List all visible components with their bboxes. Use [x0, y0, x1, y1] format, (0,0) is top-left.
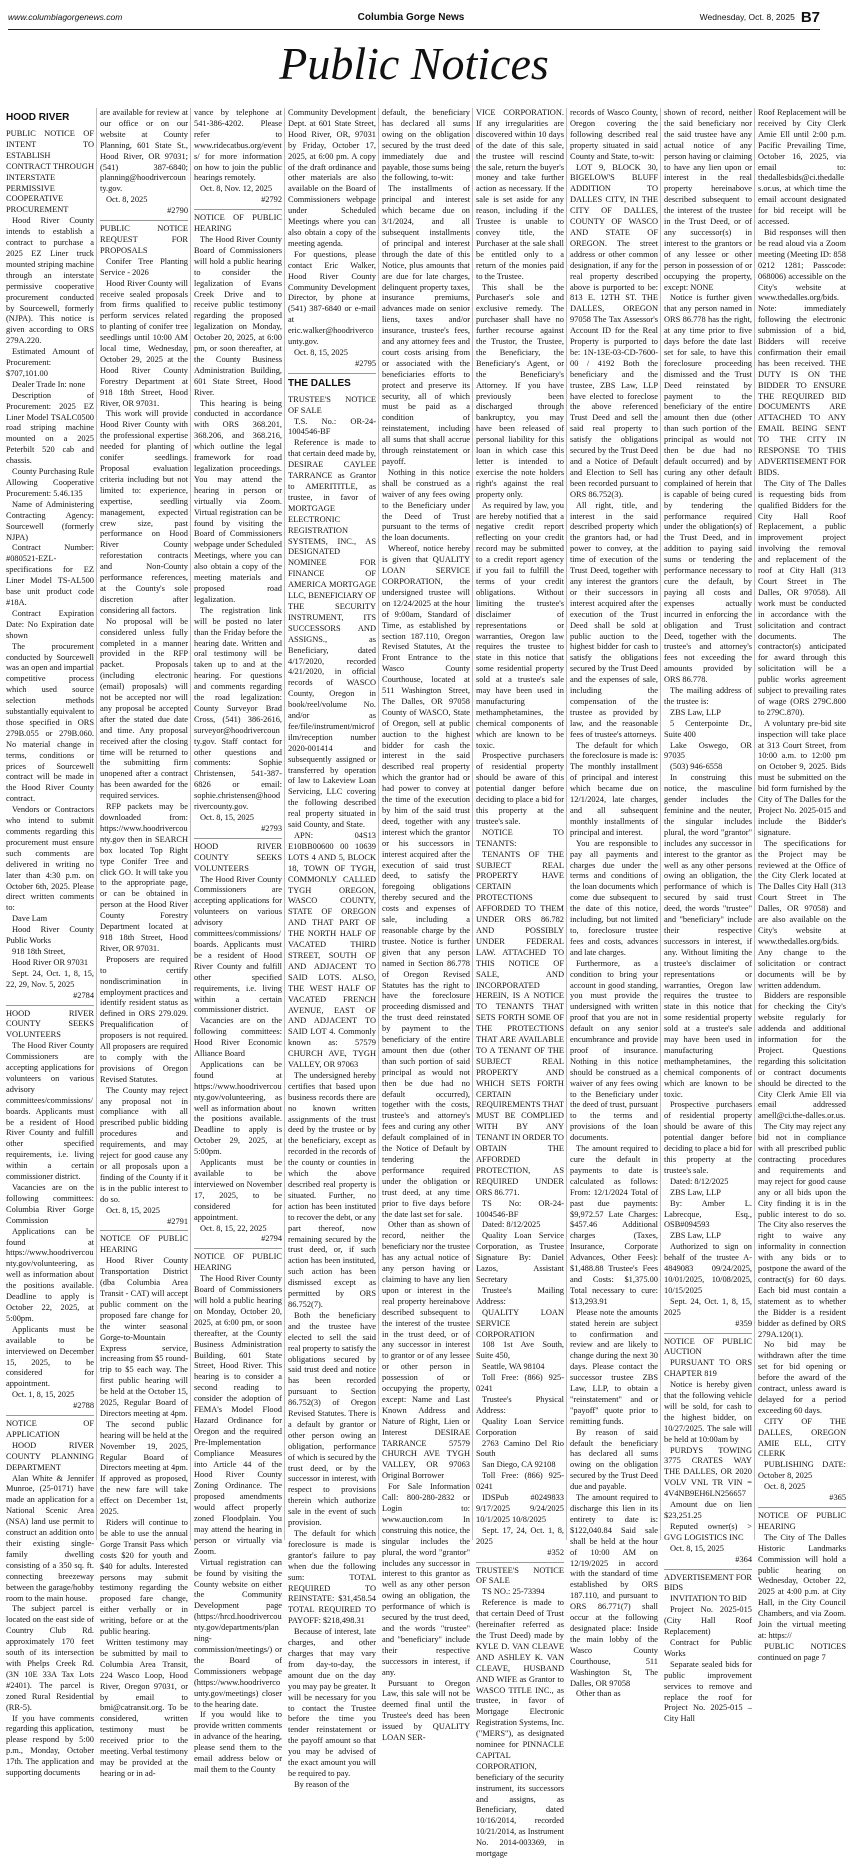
- notice-text: Oct. 8, Nov. 12, 2025: [200, 184, 273, 194]
- notice-text: The County may reject any proposal not in compliance with all prescribed public bidding procedures and requirements, and may reject for good cause any or all proposals upon a finding of the County if it is in the public interest to do so.: [100, 1085, 188, 1204]
- notice-text: Alan White & Jennifer Munroe, (25-0171) have made an application for a National Scenic Area (NSA) land use permit to construct an addition onto their existing single-family dwelling consisting of a 350 sq. ft. connecting breezeway between the garage/hobby room to the main house.: [6, 1473, 94, 1603]
- notice-text: INVITATION TO BID: [670, 1594, 747, 1604]
- notice-text: VICE CORPORATION. If any irregularities are discovered within 10 days of the date of this sale, the trustee will rescind the sale, return the buyer's money and take further action as necessary. If the sale is set aside for any reason, including if the Trustee is unable to convey title, the Purchaser at the sale shall be entitled only to a return of the monies paid to the Trustee.: [476, 108, 564, 281]
- site-url[interactable]: www.columbiagorgenews.com: [8, 12, 123, 22]
- notice-text: Community Development Dept. at 601 State Street, Hood River, OR, 97031 by Friday, October 17, 2025, at 6:00 pm. A copy of the draft ordinance and other materials are also available on the Board of Commissioners webpage under Scheduled Meetings where you can also obtain a copy of the meeting agenda.: [288, 108, 376, 248]
- notice-text: Toll Free: (866) 925-0241: [476, 1471, 564, 1492]
- notice-text: Applicants must be available to be interviewed on November 17, 2025, to be considered for appointment.: [194, 1158, 282, 1222]
- notice-text: Bidders are responsible for checking the City's website regularly for addenda and additional information for the Project. Questions regarding this solicitation or contract documents should be directed to the City Clerk Amie Ell via email addressed amell@ci.the-dalles.or.us.: [758, 991, 846, 1121]
- notice-text: NOTICE TO TENANTS:: [476, 827, 564, 848]
- notice-text: TS NO.: 25-73394: [482, 1587, 545, 1597]
- notice-text: The undersigned hereby certifies that based upon business records there are no known written assignments of the trust deed by the trustee or by the beneficiary, except as recorded in the records of the county or counties in which the above described real property is situated. Further, no action has been instituted to recover the debt, or any part thereof, now remaining secured by the trust deed, or, if such action has been instituted, such action has been dismissed except as permitted by ORS 86.752(7).: [288, 1070, 376, 1309]
- notice-text: PUBLIC NOTICE REQUEST FOR PROPOSALS: [100, 224, 188, 255]
- notice-text: Prospective purchasers of residential property should be aware of this potential danger before deciding to place a bid for this property at the trustee's sale.: [664, 1100, 752, 1175]
- notice-text: APN: 04S13 E10BB00600 00 10639 LOTS 4 AND 5, BLOCK 18, TOWN OF TYGH, COMMONLY CALLED TYGH OREGON, WASCO COUNTY, STATE OF OREGON AND THAT PART OF THE NORTH HALF OF VACATED THIRD STREET, SOUTH OF AND ADJACENT TO SAID LOTS. ALSO, THE WEST HALF OF VACATED FRENCH AVENUE, EAST OF AND ADJACENT TO SAID LOT 4. Commonly known as: 57579 CHURCH AVE, TYGH VALLEY, OR 97063: [288, 831, 376, 1070]
- section-heading: THE DALLES: [288, 377, 351, 389]
- notice-text: County Purchasing Rule Allowing Cooperative Procurement: 5.46.135: [6, 467, 94, 498]
- notice-text: TENANTS OF THE SUBJECT REAL PROPERTY HAVE CERTAIN PROTECTIONS AFFORDED TO THEM UNDER ORS 86.782 AND POSSIBLY UNDER FEDERAL LAW. ATTACHED TO THIS NOTICE OF SALE, AND INCORPORATED HEREIN, IS A NOTICE TO TENANTS THAT SETS FORTH SOME OF THE PROTECTIONS THAT ARE AVAILABLE TO A TENANT OF THE SUBJECT REAL PROPERTY AND WHICH SETS FORTH CERTAIN REQUIREMENTS THAT MUST BE COMPLIED WITH BY ANY TENANT IN ORDER TO OBTAIN THE AFFORDED PROTECTION, AS REQUIRED UNDER ORS 86.771.: [476, 849, 565, 1197]
- notice-text: No bid may be withdrawn after the time set for bid opening or before the award of the contract, unless award is delayed for a period exceeding 60 days.: [758, 1340, 846, 1415]
- notice-divider: [288, 373, 376, 374]
- notice-text: Oct. 8, 15, 22, 2025: [200, 1223, 267, 1233]
- notice-text: RFP packets may be downloaded from: https://www.hoodrivercounty.gov then in SEARCH box located Top Right type Conifer Tree and click GO. It will take you to the appropriate page, or can be obtained in person at the Hood River County Forestry Department located at 918 18th Street, Hood River, OR 97031.: [100, 802, 188, 953]
- notice-text: ZBS Law, LLP: [670, 1231, 721, 1241]
- notice-text: The specifications for the Project may be reviewed at the Office of the City Clerk located at The Dalles City Hall (313 Court Street in The Dalles, OR 97058) and are also available on the City's website at www.thedalles.org/bids. Any change to the solicitation or contract documents will be by written addendum.: [758, 838, 846, 990]
- notice-column-6: [476, 108, 567, 1859]
- notice-text: No proposal will be considered unless fully completed in a manner provided in the RFP packet. Proposals (including electronic (email) proposals) will not be accepted nor will any proposal be accepted after the stated due date and time. Any proposal received after the closing time will be returned to the submitting firm unopened after a contract has been awarded for the required services.: [100, 616, 188, 801]
- notice-text: NOTICE OF PUBLIC HEARING: [758, 1511, 846, 1531]
- notice-text: Oct. 8, 15, 2025: [670, 1543, 724, 1553]
- notice-divider: [194, 209, 282, 210]
- notice-text: PURDYS TOWING 3775 CRATES WAY THE DALLES, OR 2020 VOLV VNL TR VIN = 4V4NB9EH6LN256657: [664, 1445, 752, 1499]
- notice-text: Dave Lam: [12, 914, 48, 924]
- notice-text: 108 1st Ave South, Suite 450,: [476, 1340, 564, 1361]
- notice-divider: [476, 1562, 564, 1563]
- notice-number: #365: [829, 1493, 846, 1503]
- notice-text: The registration link will be posted no later than the Friday before the hearing date. Written and oral testimony will be taken up to and at the hearing. For questions and comments regarding the road legalization: County Surveyor Brad Cross, (541) 386-2616, surveyor@hoodrivercounty.gov. Staff contact for other questions and comments: Sophie Christensen, 541-387-6826 or email: sophie.christensen@hoodrivercounty.gov.: [194, 605, 282, 812]
- notice-text: Quality Loan Service Corporation: [476, 1416, 564, 1437]
- notice-text: Roof Replacement will be received by City Clerk Amie Ell until 2:00 p.m. Pacific Prevailing Time, October 16, 2025, via email to: thedallesbids@ci.thedalles.or.us, at which time the email account designated for bid receipt will be accessed.: [758, 108, 846, 227]
- notice-text: Hood River County Transportation District (dba Columbia Area Transit - CAT) will accept public comment on the proposed fare change for the winter seasonal Gorge-to-Mountain Express service, increasing from $5 round-trip to $5 each way. The first public hearing will be held at the October 15, 2025, Regular Board of Directors meeting at 4pm.: [100, 1256, 188, 1418]
- notice-text: The default for which foreclosure is made is grantor's failure to pay when due the following sum: TOTAL REQUIRED TO REINSTATE: $31,458.54 TOTAL REQUIRED TO PAYOFF: $218,498.31: [288, 1529, 376, 1626]
- notice-text: Because of interest, late charges, and other charges that may vary from day-to-day, the amount due on the day you may pay be greater. It will be necessary for you to contact the Trustee before the time you tender reinstatement or the payoff amount so that you may be advised of the exact amount you will be required to pay.: [288, 1627, 376, 1778]
- notice-text: Oct. 8, 15, 2025: [200, 813, 254, 822]
- notice-text: Written testimony may be submitted by mail to Columbia Area Transit, 224 Wasco Loop, Hood River, Oregon 97031, or by email to bmi@catransit.org. To be considered, written testimony must be received prior to the meeting. Verbal testimony may be provided at the hearing or in ad-: [100, 1637, 188, 1778]
- notice-number: #364: [735, 1554, 752, 1564]
- notice-divider: [6, 1415, 94, 1416]
- notice-text: ZBS Law, LLP: [670, 1187, 721, 1197]
- notice-text: HOOD RIVER COUNTY SEEKS VOLUNTEERS: [194, 841, 282, 873]
- notice-text: Sept. 17, 24, Oct. 1, 8, 2025: [476, 1525, 564, 1546]
- notice-divider: [6, 1005, 94, 1006]
- notice-column-5: [382, 108, 473, 1743]
- notice-text: NOTICE OF PUBLIC HEARING: [100, 1234, 188, 1255]
- notice-text: Please note the amounts stated herein are subject to confirmation and review and are likely to change during the next 30 days. Please contact the successor trustee ZBS Law, LLP, to obtain a "reinstatement" and or "payoff" quote prior to remitting funds.: [570, 1307, 658, 1426]
- notice-text: For Sale Information Call: 800-280-2832 or Login to: www.auction.com In construing this notice, the singular includes the plural, the word "grantor" includes any successor in interest to this grantor as well as any other person owing an obligation, the performance of which is secured by the trust deed, and the words "trustee" and "beneficiary" include their respective successors in interest, if any.: [382, 1482, 470, 1677]
- notice-text: The Hood River County Commissioners are accepting applications for volunteers on various advisory committees/commissions/boards. Applicants must be a resident of Hood River County and fulfill other specified requirements, i.e. living within a certain commissioner district.: [6, 1041, 94, 1182]
- notice-text: NOTICE OF PUBLIC AUCTION: [664, 1336, 752, 1357]
- newspaper-name: Columbia Gorge News: [357, 11, 465, 23]
- notice-text: For questions, please contact Eric Walker, Hood River County Community Development Director, by phone at (541) 387-6840 or e-mail at eric.walker@hoodrivercounty.gov.: [288, 249, 376, 347]
- notice-column-8: [664, 108, 755, 1724]
- notice-text: TRUSTEE'S NOTICE OF SALE: [476, 1565, 564, 1586]
- notice-text: San Diego, CA 92108: [482, 1460, 556, 1470]
- notice-text: Oct. 8, 2025: [764, 1482, 806, 1492]
- notice-text: Seattle, WA 98104: [482, 1362, 545, 1372]
- notice-text: Separate sealed bids for public improvement services to remove and replace the roof for Project No. 2025-015 – City Hall: [664, 1659, 752, 1724]
- notice-number: #2794: [261, 1234, 282, 1244]
- header-right: [700, 9, 820, 26]
- page-number: B7: [800, 8, 820, 26]
- notice-number: #2793: [261, 823, 282, 833]
- notice-number: #2788: [73, 1401, 94, 1411]
- notice-text: Both the beneficiary and the trustee have elected to sell the said real property to satisfy the obligations secured by said trust deed and notice has been recorded pursuant to Section 86.752(3) of Oregon Revised Statutes. There is a default by grantor or other person owing an obligation, performance of which is secured by the trust deed, or by the successor in interest, with respect to provisions therein which authorize sale in the event of such provision.: [288, 1310, 376, 1528]
- notice-text: The Hood River County Board of Commissioners will hold a public hearing on Monday, October 20, 2025, at 6:00 pm, or soon thereafter, at the County Business Administration Building, 601 State Street, Hood River. This hearing is to consider a second reading to consider the adoption of FEMA's Model Flood Hazard Ordinance for Oregon and the required Pre-Implementation Compliance Measures into Article 44 of the Hood River County Zoning Ordinance. The proposed amendments would affect properly zoned Floodplain. You may attend the hearing in person or virtually via Zoom.: [194, 1274, 282, 1556]
- notice-text: Dated: 8/12/2025: [482, 1220, 541, 1230]
- issue-date: Wednesday, Oct. 8, 2025: [699, 12, 795, 22]
- notice-text: Hood River County intends to establish a contract to purchase a 2025 EZ Liner truck mounted striping machine through an interstate permissive cooperative procurement conducted by Sourcewell, formerly (NJPA). This notice is given according to ORS 279A.220.: [6, 216, 94, 346]
- page-header: [8, 6, 820, 28]
- notice-text: Hood River County Public Works: [6, 925, 94, 946]
- notice-text: Trustee's Mailing Address:: [476, 1285, 564, 1306]
- notice-text: PUBLIC NOTICE OF INTENT TO ESTABLISH CONTRACT THROUGH INTERSTATE PERMISSIVE COOPERATIVE PROCUREMENT: [6, 129, 94, 215]
- notice-text: Contract for Public Works: [664, 1637, 752, 1658]
- section-title: Public Notices: [279, 38, 549, 89]
- notice-text: A voluntary pre-bid site inspection will take place at 313 Court Street, from 10:00 a.m. to 12:00 pm on October 9, 2025. Bids must be submitted on the bid form furnished by the City of The Dalles for the Project No. 2025-015 and include the Bidder's signature.: [758, 718, 846, 837]
- notice-text: HOOD RIVER COUNTY PLANNING DEPARTMENT: [6, 1440, 94, 1472]
- notice-text: Dated: 8/12/2025: [670, 1176, 729, 1186]
- notice-text: Other than as: [576, 1689, 621, 1699]
- notice-text: (503) 946-6558: [670, 762, 723, 772]
- notice-divider: [664, 1569, 752, 1570]
- notice-text: If you have comments regarding this application, please respond by 5:00 p.m., Monday, October 17th. The application and supporting documents: [6, 1713, 94, 1778]
- notice-text: Furthermore, as a condition to bring your account in good standing, you must provide the undersigned with written proof that you are not in default on any senior encumbrance and provide proof of insurance. Nothing in this notice should be construed as a waiver of any fees owing to the Beneficiary under the deed of trust, pursuant to the terms and provisions of the loan documents.: [570, 958, 658, 1143]
- notice-text: TRUSTEE'S NOTICE OF SALE: [288, 394, 376, 415]
- notice-text: Conifer Tree Planting Service - 2026: [100, 256, 188, 277]
- notice-text: Riders will continue to be able to use the annual Gorge Transit Pass which costs $20 for youth and $40 for adults. Interested persons may submit testimony regarding the proposed fare change, either verbally or in writing, before or at the public hearing.: [100, 1518, 188, 1637]
- notice-text: The amount required to cure the default in payments to date is calculated as follows: From: 12/1/2024 Total of past due payments: $9,972.57 Late Charges: $457.46 Additional charges (Taxes, Insurance, Corporate Advances, Other Fees): $1,488.88 Trustee's Fees and Costs: $1,375.00 Total necessary to cure: $13,293.91: [570, 1144, 658, 1306]
- notice-columns: [6, 108, 846, 1859]
- notice-text: Bid responses will then be read aloud via a Zoom meeting (Meeting ID: 858 0212 1281; Passcode: 068006) accessible on the City's website at www.thedalles.org/bids. Note: immediately following the electronic submission of a bid, Bidders will receive confirmation their email has been received. THE DUTY IS ON THE BIDDER TO ENSURE THE REQUIRED BID DOCUMENTS ARE ATTACHED TO ANY EMAIL BEING SENT TO THE CITY IN RESPONSE TO THIS ADVERTISEMENT FOR BIDS.: [758, 227, 846, 477]
- section-heading: HOOD RIVER: [6, 112, 70, 123]
- notice-text: Applications can be found at https://www.hoodrivercounty.gov/volunteering, as well as information about the positions available. Deadline to apply is October 22, 2025, at 5:00pm.: [6, 1226, 94, 1323]
- notice-text: T.S. No.: OR-24-1004546-BF: [288, 416, 376, 437]
- notice-divider: [100, 220, 188, 221]
- notice-text: By reason of the: [294, 1779, 350, 1789]
- notice-text: Dealer Trade In: none: [12, 379, 86, 389]
- notice-text: Hood River OR 97031: [12, 957, 89, 967]
- notice-text: Pursuant to Oregon Law, this sale will not be deemed final until the Trustee's deed has been issued by QUALITY LOAN SER-: [382, 1678, 470, 1743]
- notice-text: 918 18th Street,: [12, 946, 66, 956]
- notice-text: records of Wasco County, Oregon covering the following described real property situated in said County and State, to-wit:: [570, 108, 658, 161]
- notice-text: Sept. 24, Oct. 1, 8, 15, 22, 29, Nov. 5, 2025: [6, 968, 94, 989]
- notice-number: #2790: [167, 206, 188, 216]
- notice-text: shown of record, neither the said beneficiary nor the said trustee have any actual notice of any person having or claiming to have any lien upon or interest in the real property hereinabove described subsequent to the interest of the trustee in the Trust Deed, or of any successor(s) in interest to the grantors or of any lessee or other person in possession of or occupying the property, except: NONE: [664, 108, 752, 292]
- notice-text: The amount required to discharge this lien in its entirety to date is: $122,040.84 Said sale shall be held at the hour of 10:00 AM on 12/19/2025 in accord with the standard of time established by ORS 187.110, and pursuant to ORS 86.771(7) shall occur at the following designated place: Inside the main lobby of the Wasco County Courthouse, 511 Washington St, The Dalles, OR 97058: [570, 1493, 658, 1688]
- notice-text: By: Amber L. Labrecque, Esq., OSB#094593: [664, 1198, 752, 1230]
- notice-column-9: [758, 108, 848, 1662]
- notice-text: Oct. 8, 15, 2025: [106, 1205, 160, 1215]
- notice-text: In construing this notice, the masculine gender includes the feminine and the neuter, the singular includes plural, the word "grantor" includes any successor in interest to the grantor as well as any other persons owing an obligation, the performance of which is secured by said trust deed, the words "trustee" and "beneficiary" include their respective successors in interest, if any. Without limiting the trustee's disclaimer of representations or warranties, Oregon law requires the trustee to state in this notice that some residential property sold at a trustee's sale may have been used in manufacturing methamphetamines, the chemical components of which are known to be toxic.: [664, 773, 752, 1099]
- notice-text: Oct. 8, 15, 2025: [294, 347, 348, 357]
- notice-text: ADVERTISEMENT FOR BIDS: [664, 1572, 752, 1593]
- notice-text: Contract Expiration Date: No Expiration date shown: [6, 608, 94, 640]
- notice-text: Virtual registration can be found by visiting the County website on either the Community Development page (https://hrcd.hoodrivercounty.gov/departments/planning-commission/meetings/) or the Board of Commissioners webpage (https://www.hoodrivercounty.gov/meetings) closer to the hearing date.: [194, 1557, 282, 1709]
- notice-number: #2792: [261, 195, 282, 205]
- notice-text: Quality Loan Service Corporation, as Trustee Signature By: Daniel Lazos, Assistant Secretary: [476, 1231, 564, 1284]
- notice-text: TS No: OR-24-1004546-BF: [476, 1198, 564, 1219]
- notice-text: Reputed owner(s) > GVG LOGISTICS INC: [664, 1521, 752, 1542]
- notice-text: 5 Centerpointe Dr., Suite 400: [664, 718, 752, 739]
- notice-text: LOT 9, BLOCK 30, BIGELOW'S BLUFF ADDITION TO DALLES CITY, IN THE CITY OF DALLES, COUNTY OF WASCO AND STATE OF OREGON. The street address or other common designation, if any for the real property described above is purported to be: 813 E. 12TH ST. THE DALLES, OREGON 97058 The Tax Assessor's Account ID for the Real Property is purported to be: 1N-13E-03-CD-7600-00 / 4192 Both the beneficiary and the trustee, ZBS Law, LLP have elected to foreclose the above referenced Trust Deed and sell the said real property to satisfy the obligations secured by the Trust Deed and a Notice of Default and Election to Sell has been recorded pursuant to ORS 86.752(3).: [570, 162, 658, 499]
- notice-text: QUALITY LOAN SERVICE CORPORATION: [476, 1307, 564, 1339]
- notice-divider: [758, 1507, 846, 1508]
- notice-number: #359: [735, 1318, 752, 1328]
- notice-text: The procurement conducted by Sourcewell was an open and impartial competitive process which used source selection methods substantially equivalent to those specified in ORS 279B.055 or 279B.060. No material change in terms, conditions or prices of Sourcewell contract will be made in the Hood River County contract.: [6, 641, 94, 804]
- notice-text: PURSUANT TO ORS CHAPTER 819: [664, 1358, 752, 1379]
- notice-text: As required by law, you are hereby notified that a negative credit report reflecting on your credit record may be submitted to a credit report agency if you fail to fulfill the terms of your credit obligations. Without limiting the trustee's disclaimer of representations or warranties, Oregon law requires the trustee to state in this notice that some residential property sold at a trustee's sale may have been used in manufacturing methamphetamines, the chemical components of which are known to be toxic.: [476, 500, 564, 750]
- notice-text: The City may reject any bid not in compliance with all prescribed public contracting procedures and requirements and may reject for good cause any or all bids upon the City finding it is in the public interest to do so. The City also reserves the right to waive any informality in connection with any bids or to postpone the award of the contract(s) for 60 days. Each bid must contain a statement as to whether the Bidder is a resident bidder as defined by ORS 279A.120(1).: [758, 1122, 846, 1339]
- notice-text: Project No. 2025-015 (City Hall Roof Replacement): [664, 1605, 752, 1637]
- notice-number: #2791: [167, 1216, 188, 1226]
- notice-text: The mailing address of the trustee is:: [664, 686, 752, 706]
- notice-text: Estimated Amount of Procurement: $707,101.00: [6, 347, 94, 378]
- notice-text: Hood River County will receive sealed proposals from firms qualified to perform services related to planting of conifer tree seedlings until 10:00 AM local time, Wednesday, October 29, 2025 at the Hood River County Forestry Department at 918 18th Street, Hood River, OR 97031.: [100, 278, 188, 408]
- notice-text: This work will provide Hood River County with the professional expertise needed for planting of conifer seedlings. Proposal evaluation criteria including but not limited to: experience, expertise, seedling management, expected crew size, past performance on Hood River County reforestation contracts and Non-County performance references, at the County's sole discretion after considering all factors.: [100, 409, 188, 615]
- notice-text: Reference is made to that certain Deed of Trust (hereinafter referred as the Trust Deed) made by KYLE D. VAN CLEAVE AND ASHLEY K. VAN CLEAVE, HUSBAND AND WIFE as Grantor to WASCO TITLE INC., as trustee, in favor of Mortgage Electronic Registration Systems, Inc. ("MERS"), as designated nominee for PINNACLE CAPITAL CORPORATION, beneficiary of the security instrument, its successors and assigns, as Beneficiary, dated 10/16/2014, recorded 10/21/2014, as Instrument No. 2014-003369, in mortgage: [476, 1598, 564, 1859]
- notice-text: Oct. 8, 2025: [106, 195, 148, 205]
- notice-text: The installments of principal and interest which became due on 3/1/2024, and all subsequent installments of principal and interest through the date of this Notice, plus amounts that are due for late charges, delinquent property taxes, insurance premiums, advances made on senior liens, taxes and/or insurance, trustee's fees, and any attorney fees and court costs arising from or associated with the beneficiaries efforts to protect and preserve its security, all of which must be paid as a condition of reinstatement, including all sums that shall accrue through reinstatement or payoff.: [382, 184, 470, 466]
- notice-text: The Hood River County Commissioners are accepting applications for volunteers on various advisory committees/commissions/boards. Applicants must be a resident of Hood River County and fulfill other specified requirements, i.e. living within a certain commissioner district.: [194, 874, 282, 1015]
- header-rule: [8, 29, 820, 30]
- notice-number: #2795: [355, 358, 376, 368]
- notice-text: ZBS Law, LLP: [670, 707, 721, 717]
- notice-text: Contract Number: #080521-EZL-specifications for EZ Liner Model TS-AL500 base unit product code #18A.: [6, 543, 94, 607]
- notice-text: Other than as shown of record, neither the beneficiary nor the trustee has any actual notice of any person having or claiming to have any lien upon or interest in the real property hereinabove described subsequent to the interest of the trustee in the trust deed, or of any successor in interest to grantor or of any lessee or other person in possession of or occupying the property, except: Name and Last Known Address and Nature of Right, Lien or Interest DESIRAE TARRANCE 57579 CHURCH AVE TYGH VALLEY, OR 97063 Original Borrower: [382, 1220, 470, 1481]
- notice-text: Lake Oswego, OR 97035: [664, 740, 752, 761]
- notice-text: Vacancies are on the following committees: Hood River Economic Alliance Board: [194, 1016, 282, 1059]
- notice-text: Applications can be found at https://www.hoodrivercounty.gov/volunteering, as well as information about the positions available. Deadline to apply is October 29, 2025, at 5:00pm.: [194, 1059, 282, 1157]
- notice-column-2: [100, 108, 191, 1778]
- notice-text: Nothing in this notice shall be construed as a waiver of any fees owing to the Beneficiary under the Deed of Trust pursuant to the terms of the loan documents.: [382, 467, 470, 543]
- notice-text: The City of The Dalles is requesting bids from qualified Bidders for the City Hall Roof Replacement, a public improvement project involving the removal and replacement of the roof at City Hall (313 Court Street in The Dalles, OR 97058). All work must be conducted in accordance with the solicitation and contract documents. The contractor(s) anticipated for award through this solicitation will be a public works agreement subject to prevailing rates of wage (ORS 279C.800 to 279C.870).: [758, 478, 846, 717]
- notice-text: Reference is made to that certain deed made by, DESIRAE CAYLEE TARRANCE as Grantor to AMERITITLE, as trustee, in favor of MORTGAGE ELECTRONIC REGISTRATION SYSTEMS, INC., AS DESIGNATED NOMINEE FOR FINANCE OF AMERICA MORTGAGE LLC, BENEFICIARY OF THE SECURITY INSTRUMENT, ITS SUCCESSORS AND ASSIGNS., as Beneficiary, dated 4/17/2020, recorded 4/21/2020, in official records of WASCO County, Oregon in book/reel/volume No. and/or as fee/file/instrument/microfilm/reception number 2020-001414 and subsequently assigned or transferred by operation of law to Lakeview Loan Servicing, LLC covering the following described real property situated in said County, and State.: [288, 438, 376, 830]
- notice-text: PUBLISHING DATE: October 8, 2025: [758, 1460, 846, 1481]
- notice-text: Oct. 1, 8, 15, 2025: [12, 1390, 75, 1400]
- notice-text: Vacancies are on the following committees: Columbia River Gorge Commission: [6, 1183, 94, 1225]
- notice-text: Notice is further given that any person named in ORS 86.778 has the right, at any time prior to five days before the date last set for sale, to have this foreclosure proceeding dismissed and the Trust Deed reinstated by payment to the beneficiary of the entire amount then due (other than such portion of the principal as would not then be due had no default occurred) and by curing any other default complained of herein that is capable of being cured by tendering the performance required under the obligation(s) of the Trust Deed, and in addition to paying said sums or tendering the performance necessary to cure the default, by paying all costs and expenses actually incurred in enforcing the obligation and Trust Deed, together with the trustee's and attorney's fees not exceeding the amounts provided by ORS 86.778.: [664, 293, 752, 685]
- notice-text: This hearing is being conducted in accordance with ORS 368.201, 368.206, and 368.216, which outline the legal framework for road legalization proceedings. You may attend the hearing in person or virtually via Zoom. Virtual registration can be found by visiting the Board of Commissioners webpage under Scheduled Meetings, where you can also obtain a copy of the meeting materials and proposed road legalization.: [194, 398, 282, 604]
- notice-text: Trustee's Physical Address:: [476, 1394, 564, 1415]
- notice-text: Sept. 24, Oct. 1, 8, 15, 2025: [664, 1296, 752, 1317]
- notice-text: 2763 Camino Del Rio South: [476, 1438, 564, 1459]
- notice-text: Prospective purchasers of residential property should be aware of this potential danger before deciding to place a bid for this property at the trustee's sale.: [476, 751, 564, 826]
- notice-text: The City of The Dalles Historic Landmarks Commission will hold a public hearing on Wednesday, October 22, 2025 at 4:00 p.m. at City Hall, in the City Council Chambers, and via Zoom. Join the virtual meeting at: https://: [758, 1532, 846, 1640]
- notice-divider: [194, 838, 282, 839]
- notice-column-4: [288, 108, 379, 1789]
- notice-text: NOTICE OF PUBLIC HEARING: [194, 213, 282, 234]
- notice-text: default, the beneficiary has declared all sums owing on the obligation secured by the trust deed immediately due and payable, those sums being the following, to-wit:: [382, 108, 470, 183]
- notice-text: NOTICE OF APPLICATION: [6, 1419, 94, 1439]
- notice-divider: [664, 1333, 752, 1334]
- notice-divider: [194, 1248, 282, 1249]
- notice-text: The second public hearing will be held at the November 19, 2025, Regular Board of Directors meeting at 4pm. If approved as proposed, the new fare will take effect on December 1st, 2025.: [100, 1419, 188, 1517]
- notice-number: #2784: [73, 990, 94, 1000]
- notice-text: Description of Procurement: 2025 EZ Liner Model TSALC0500 road striping machine mounted on a 2025 Peterbilt 520 cab and chassis.: [6, 390, 94, 466]
- notice-text: IDSPub #0249833 9/17/2025 9/24/2025 10/1/2025 10/8/2025: [476, 1493, 564, 1524]
- notice-text: NOTICE OF PUBLIC HEARING: [194, 1252, 282, 1273]
- notice-text: The Hood River County Board of Commissioners will hold a public hearing to consider the legalization of Evans Creek Drive and to receive public testimony regarding the proposed legalization on Monday, October 20, 2025, at 6:00 pm, or soon thereafter, at the County Business Administration Building, 601 State Street, Hood River.: [194, 234, 282, 397]
- notice-divider: [100, 1230, 188, 1231]
- notice-text: Name of Administering Contracting Agency: Sourcewell (formerly NJPA): [6, 499, 94, 542]
- notice-text: Proposers are required to certify nondiscrimination in employment practices and identify resident status as defined in ORS 279.029. Prequalification of proposers is not required. All proposers are required to comply with the provisions of Oregon Revised Statutes.: [100, 954, 188, 1084]
- notice-text: Whereof, notice hereby is given that QUALITY LOAN SERVICE CORPORATION, the undersigned trustee will on 12/24/2025 at the hour of 9:00am, Standard of Time, as established by section 187.110, Oregon Revised Statutes, At the Front Entrance to the Wasco County Courthouse, located at 511 Washington Street, The Dalles, OR 97058 County of WASCO, State of Oregon, sell at public auction to the highest bidder for cash the interest in the said described real property which the grantor had or had power to convey at the time of the execution by him of the said trust deed, together with any interest which the grantor or his successors in interest acquired after the execution of said trust deed, to satisfy the foregoing obligations thereby secured and the costs and expenses of sale, including a reasonable charge by the trustee. Notice is further given that any person named in Section 86.778 of Oregon Revised Statutes has the right to have the foreclosure proceeding dismissed and the trust deed reinstated by payment to the beneficiary of the entire amount then due (other than such portion of said principal as would not then be due had no default occurred), together with the costs, trustee's and attorney's fees and curing any other default complained of in the Notice of Default by tendering the performance required under the obligation or trust deed, at any time prior to five days before the date last set for sale.: [382, 544, 470, 1219]
- notice-text: Authorized to sign on behalf of the trustee A-4849083 09/24/2025, 10/01/2025, 10/08/2025, 10/15/2025: [664, 1242, 752, 1295]
- notice-text: are available for review at our office or on our website at County Planning, 601 State St., Hood River, OR 97031; (541) 387-6840; planning@hoodrivercounty.gov.: [100, 108, 188, 194]
- notice-text: vance by telephone at 541-386-4202. Please refer to www.ridecatbus.org/events/ for more information on how to join the public hearings remotely.: [194, 108, 282, 183]
- continued-note: PUBLIC NOTICES continued on page 7: [758, 1641, 846, 1662]
- notice-column-3: [194, 108, 285, 1774]
- notice-text: If you would like to provide written comments in advance of the hearing, please send them to the email address below or mail them to the County: [194, 1710, 282, 1774]
- notice-text: Amount due on lien $23,251.25: [664, 1500, 752, 1520]
- notice-text: You are responsible to pay all payments and charges due under the terms and conditions of the loan documents which come due subsequent to the date of this notice, including, but not limited to, foreclosure trustee fees and costs, advances and late charges.: [570, 838, 658, 957]
- notice-text: CITY OF THE DALLES, OREGON AMIE ELL, CITY CLERK: [758, 1416, 846, 1459]
- notice-text: This shall be the Purchaser's sole and exclusive remedy. The purchaser shall have no further recourse against the Trustor, the Trustee, the Beneficiary, the Beneficiary's Agent, or the Beneficiary's Attorney. If you have previously been discharged through bankruptcy, you may have been released of personal liability for this loan in which case this letter is intended to exercise the note holders right's against the real property only.: [476, 282, 564, 499]
- notice-column-1: [6, 108, 97, 1778]
- notice-column-7: [570, 108, 661, 1699]
- notice-text: Applicants must be available to be interviewed on December 15, 2025, to be considered for appointment.: [6, 1324, 94, 1389]
- notice-text: Vendors or Contractors who intend to submit comments regarding this procurement must ensure such comments are delivered in writing no later than 4:30 p.m. on October 6th, 2025. Please direct written comments to:: [6, 805, 94, 913]
- notice-number: #352: [547, 1547, 564, 1557]
- notice-text: All right, title, and interest in the said described property which the grantors had, or had power to convey, at the time of execution of the Trust Deed, together with any interest the grantors or their successors in interest acquired after the execution of the Trust Deed shall be sold at public auction to the highest bidder for cash to satisfy the obligations secured by the Trust Deed and the expenses of sale, including the compensation of the trustee as provided by law, and the reasonable fees of trustee's attorneys.: [570, 500, 658, 739]
- notice-text: The subject parcel is located on the east side of Country Club Rd. approximately 170 feet south of its intersection with Phelps Creek Rd. (3N 10E 33A Tax Lots #2401). The parcel is zoned Rural Residential (RR-5).: [6, 1604, 94, 1712]
- notice-text: HOOD RIVER COUNTY SEEKS VOLUNTEERS: [6, 1008, 94, 1040]
- notice-text: Notice is hereby given that the following vehicle will be sold, for cash to the highest bidder, on 10/27/2025. The sale will be held at 10:00am by: [664, 1380, 752, 1444]
- notice-text: The default for which the foreclosure is made is: The monthly installment of principal and interest which became due on 12/1/2024, late charges, and all subsequent monthly installments of principal and interest.: [570, 740, 658, 837]
- notice-text: By reason of said default the beneficiary has declared all sums owing on the obligation secured by the Trust Deed due and payable.: [570, 1427, 658, 1492]
- notice-text: Toll Free: (866) 925-0241: [476, 1373, 564, 1394]
